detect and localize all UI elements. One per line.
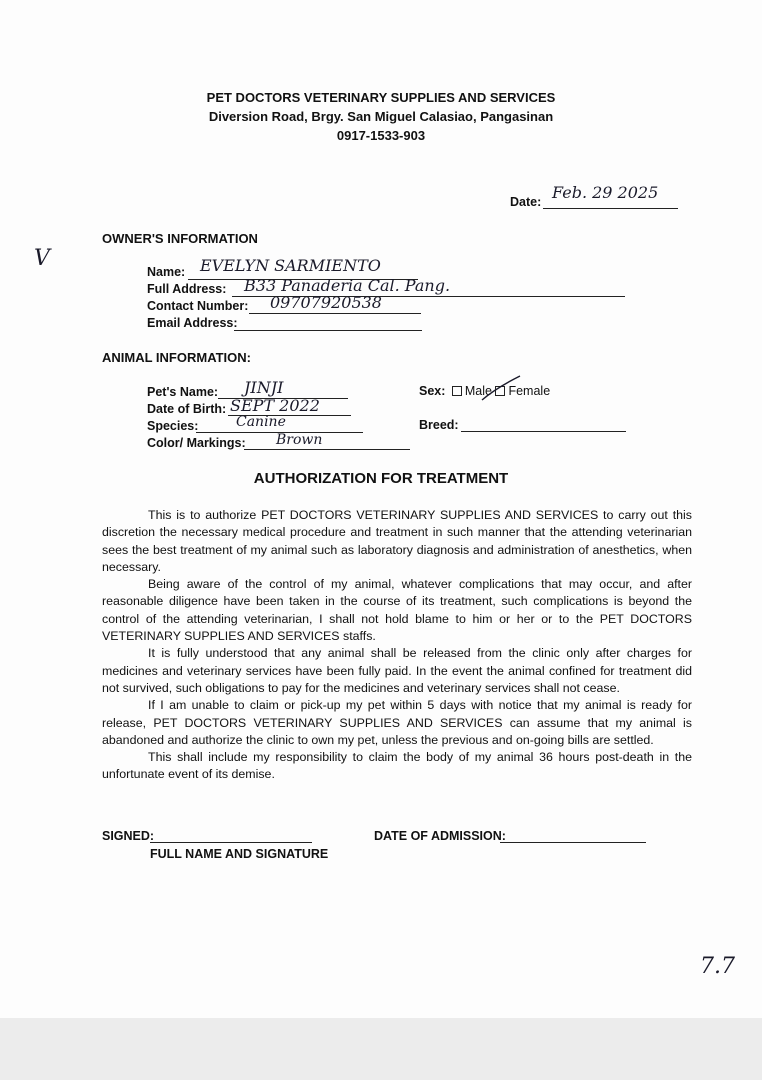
contact-value: 09707920538 [270,293,382,312]
name-value: EVELYN SARMIENTO [200,256,381,275]
species-label: Species: [147,419,199,433]
dob-value: SEPT 2022 [230,396,320,415]
clinic-phone: 0917-1533-903 [336,128,426,143]
color-label: Color/ Markings: [147,436,246,450]
admission-label: DATE OF ADMISSION: [374,829,506,843]
animal-heading: ANIMAL INFORMATION: [102,350,251,365]
male-checkbox[interactable] [452,386,462,396]
sex-label: Sex: [419,384,446,398]
authorization-title: AUTHORIZATION FOR TREATMENT [253,470,509,487]
breed-label: Breed: [419,418,459,432]
signature-sublabel: FULL NAME AND SIGNATURE [150,847,329,861]
breed-line [461,431,626,432]
date-label: Date: [510,195,542,209]
paragraph-3: It is fully understood that any animal shall be released from the clinic only after charges for medicines and veterinary services have been fully paid. In the event the animal confined for treatment did not survived, such obligations to pay for the medicines and veterinary services shall not cease. [102,646,692,695]
email-line [234,330,422,331]
pet-name-value: JINJI [244,378,284,397]
address-value: B33 Panaderia Cal. Pang. [244,276,451,295]
signature-line [150,842,312,843]
date-value: Feb. 29 2025 [552,183,659,202]
authorization-text [102,507,692,784]
clinic-name: PET DOCTORS VETERINARY SUPPLIES AND SERVICES [206,90,556,105]
name-label: Name: [147,265,186,279]
species-value: Canine [236,414,286,430]
contact-line [249,313,421,314]
paragraph-5: This shall include my responsibility to claim the body of my animal 36 hours post-death in the unfortunate event of its demise. [102,750,692,782]
paragraph-2: Being aware of the control of my animal, whatever complications that may occur, and after reasonable diligence have been taken in the course of its treatment, such complications is beyond the control of the attending veterinarian, I shall not hold blame to him or her or to the PET DOCTORS VETERINARY SUPPLIES AND SERVICES staffs. [102,577,692,644]
margin-check-mark: V [34,246,50,271]
date-line [543,208,678,209]
admission-line [500,842,646,843]
female-check-mark [480,374,524,404]
clinic-address: Diversion Road, Brgy. San Miguel Calasiao, Pangasinan [208,109,554,124]
scan-background [0,1018,762,1080]
paragraph-1: This is to authorize PET DOCTORS VETERINARY SUPPLIES AND SERVICES to carry out this discretion the necessary medical procedure and treatment in such manner that the attending veterinarian sees the best treatment of my animal such as laboratory diagnosis and administration of anesthetics, when necessary. [102,508,692,574]
paragraph-4: If I am unable to claim or pick-up my pet within 5 days with notice that my animal is ready for release, PET DOCTORS VETERINARY SUPPLIES AND SERVICES can assume that my animal is abandoned and authorize the clinic to own my pet, unless the previous and on-going bills are settled. [102,698,692,747]
color-value: Brown [276,432,323,448]
page-number-mark: 7.7 [700,954,735,979]
color-line [244,449,410,450]
owner-heading: OWNER'S INFORMATION [102,231,258,246]
address-label: Full Address: [147,282,227,296]
pet-name-label: Pet's Name: [147,385,219,399]
signed-label: SIGNED: [102,829,155,843]
contact-label: Contact Number: [147,299,249,313]
female-option: Female [508,384,551,398]
dob-label: Date of Birth: [147,402,227,416]
male-option: Male [464,384,492,398]
email-label: Email Address: [147,316,238,330]
